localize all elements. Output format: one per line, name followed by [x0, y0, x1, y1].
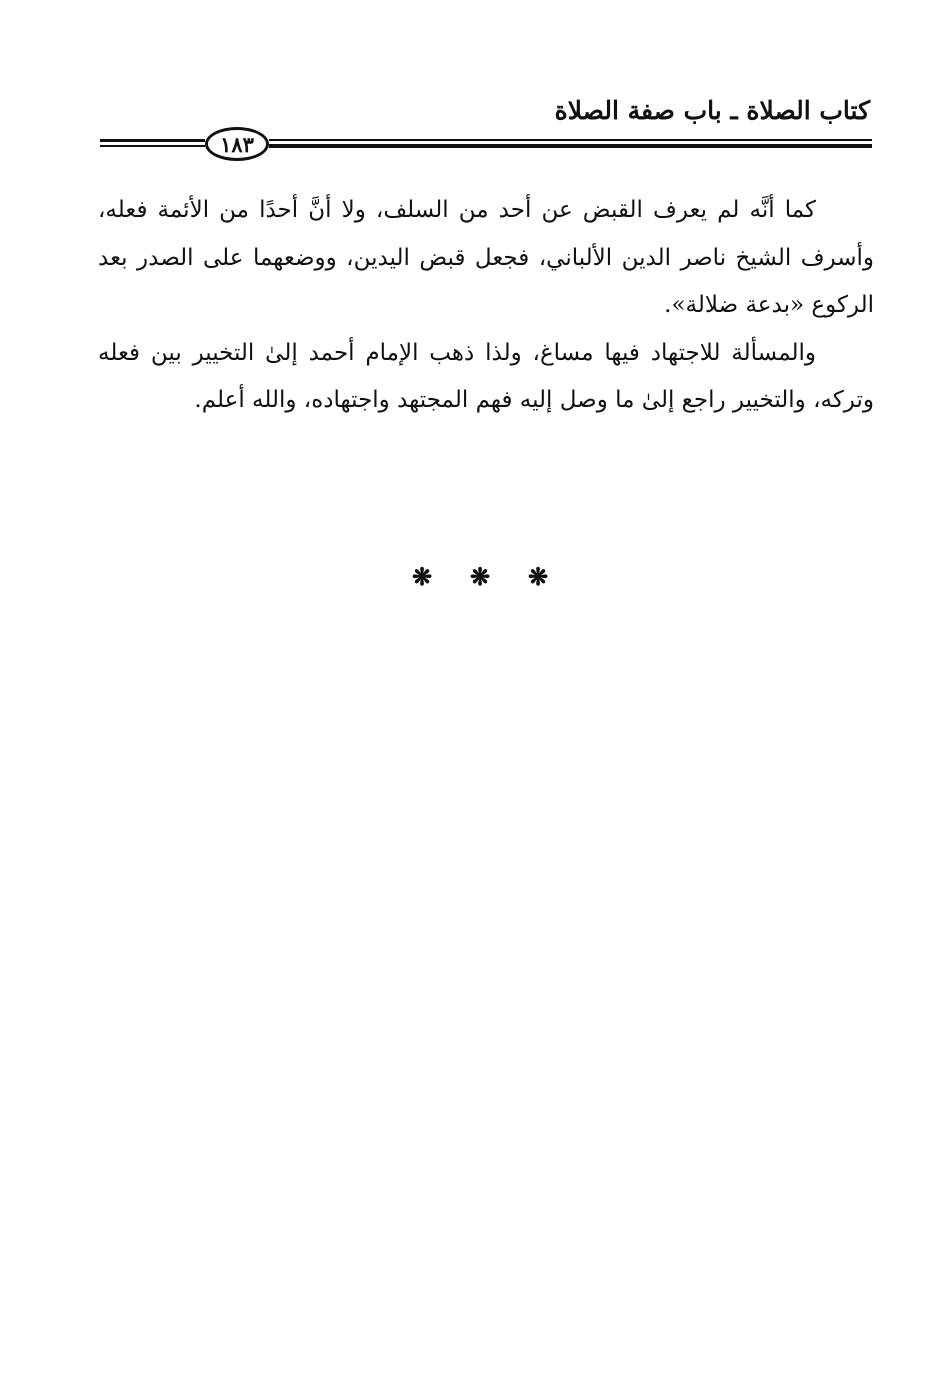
rule-left-thin: [100, 145, 205, 147]
header-rule: [100, 127, 872, 167]
asterism-icon: ❋: [469, 562, 491, 591]
body-text: [98, 187, 874, 425]
rule-left-thick: [100, 139, 205, 142]
running-head-title: كتاب الصلاة ـ باب صفة الصلاة: [554, 96, 870, 125]
rule-right-thick: [269, 144, 872, 148]
section-separator: [410, 562, 550, 591]
asterism-icon: ❋: [411, 562, 433, 591]
asterism-icon: ❋: [527, 562, 549, 591]
paragraph-1: كما أنَّه لم يعرف القبض عن أحد من السلف، ولا أنَّ أحدًا من الأئمة فعله، وأسرف الشيخ ناصر الدين الألباني، فجعل قبض اليدين، ووضعهما على الصدر بعد الركوع «بدعة ضلالة».: [98, 197, 874, 318]
page-number: ١٨٣: [220, 131, 254, 157]
paragraph-2: والمسألة للاجتهاد فيها مساغ، ولذا ذهب الإمام أحمد إلىٰ التخيير بين فعله وتركه، والتخيير راجع إلىٰ ما وصل إليه فهم المجتهد واجتهاده، والله أعلم.: [98, 339, 874, 413]
rule-right-thin: [269, 139, 872, 141]
page-number-badge: [205, 127, 269, 161]
